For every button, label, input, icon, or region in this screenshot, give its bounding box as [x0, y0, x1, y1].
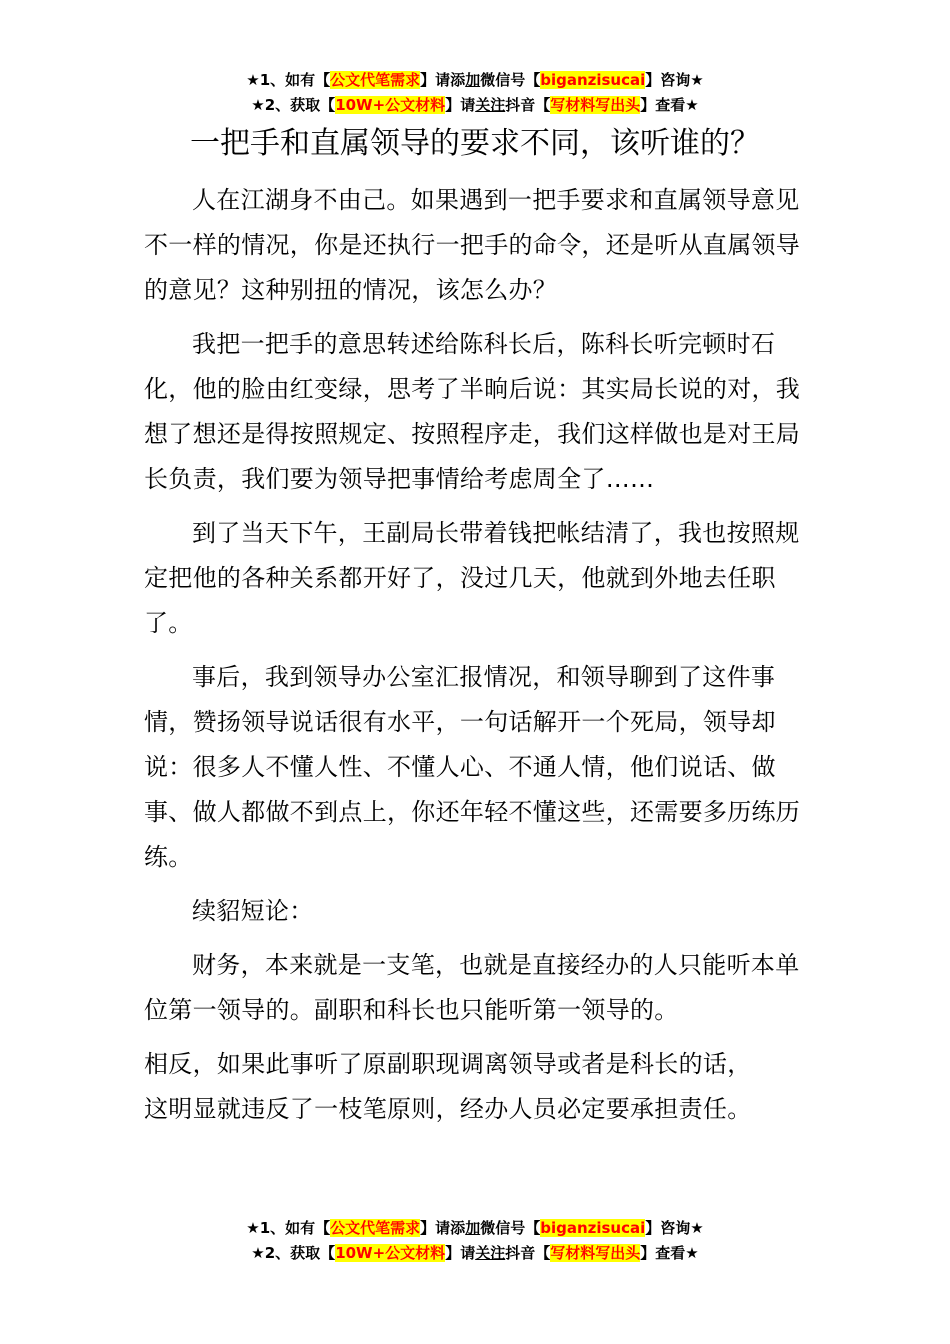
banner-emphasis: 加: [465, 1219, 481, 1237]
banner-highlight: biganzisucai: [540, 1219, 646, 1237]
closing-line: 相反，如果此事听了原副职现调离领导或者是科长的话，: [144, 1050, 752, 1078]
banner-text: 】查看★: [640, 96, 699, 114]
paragraph: 到了当天下午，王副局长带着钱把帐结清了，我也按照规定把他的各种关系都开好了，没过几天，他就到外地去任职了。: [144, 519, 800, 637]
banner-text: ★2、获取【: [251, 96, 336, 114]
paragraph: 我把一把手的意思转述给陈科长后，陈科长听完顿时石化，他的脸由红变绿，思考了半晌后说：其实局长说的对，我想了想还是得按照规定、按照程序走，我们这样做也是对王局长负责，我们要为领导把事情给考虑周全了……: [144, 330, 801, 493]
banner-text: 】请: [445, 96, 476, 114]
paragraph: 人在江湖身不由己。如果遇到一把手要求和直属领导意见不一样的情况，你是还执行一把手的命令，还是听从直属领导的意见？这种别扭的情况，该怎么办？: [144, 186, 801, 304]
banner-text: 】请添: [420, 71, 466, 89]
banner-highlight: 写材料写出头: [550, 1244, 641, 1262]
banner-text: ★2、获取【: [251, 1244, 336, 1262]
banner-line-2: [0, 93, 950, 118]
closing-line: 这明显就违反了一枝笔原则，经办人员必定要承担责任。: [144, 1095, 752, 1123]
paragraph: 事后，我到领导办公室汇报情况，和领导聊到了这件事情，赞扬领导说话很有水平，一句话解开一个死局，领导却说：很多人不懂人性、不懂人心、不通人情，他们说话、做事、做人都做不到点上，你还年轻不懂这些，还需要多历练历练。: [144, 663, 801, 871]
paragraph: 续貂短论：: [192, 897, 314, 925]
banner-text: ★1、如有【: [246, 71, 331, 89]
banner-highlight: 公文代笔需求: [330, 71, 421, 89]
paragraph: 财务，本来就是一支笔，也就是直接经办的人只能听本单位第一领导的。副职和科长也只能听第一领导的。: [144, 951, 800, 1024]
banner-emphasis: 关注: [475, 1244, 506, 1262]
banner-emphasis: 加: [465, 71, 481, 89]
header-banner: [0, 68, 950, 118]
banner-text: 】咨询★: [645, 1219, 704, 1237]
document-title: 一把手和直属领导的要求不同，该听谁的？: [190, 126, 760, 161]
banner-text: 抖音【: [505, 96, 551, 114]
banner-line-1: [0, 68, 950, 93]
banner-text: ★1、如有【: [246, 1219, 331, 1237]
banner-text: 】请添: [420, 1219, 466, 1237]
banner-highlight: 公文代笔需求: [330, 1219, 421, 1237]
banner-highlight: 10W+公文材料: [335, 1244, 446, 1262]
banner-text: 微信号【: [480, 71, 541, 89]
banner-highlight: biganzisucai: [540, 71, 646, 89]
banner-highlight: 写材料写出头: [550, 96, 641, 114]
banner-emphasis: 关注: [475, 96, 506, 114]
banner-text: 微信号【: [480, 1219, 541, 1237]
banner-highlight: 10W+公文材料: [335, 96, 446, 114]
banner-line-2: [0, 1241, 950, 1266]
banner-text: 】查看★: [640, 1244, 699, 1262]
footer-banner: [0, 1216, 950, 1266]
banner-text: 】咨询★: [645, 71, 704, 89]
banner-line-1: [0, 1216, 950, 1241]
document-body: [144, 178, 808, 1132]
banner-text: 】请: [445, 1244, 476, 1262]
banner-text: 抖音【: [505, 1244, 551, 1262]
